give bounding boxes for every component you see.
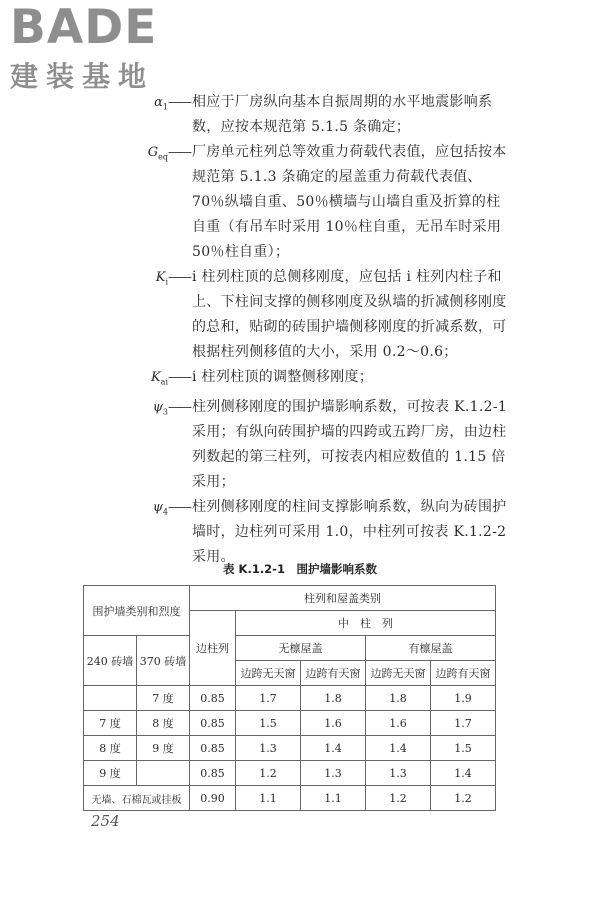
cell-p-no-skylight: 1.4	[366, 736, 431, 761]
table-header-row	[84, 636, 496, 661]
table-row	[84, 736, 496, 761]
definition-geq	[116, 140, 514, 265]
cell-np-no-skylight: 1.7	[236, 686, 301, 711]
cell-p-no-skylight: 1.6	[366, 711, 431, 736]
cell-p-with-skylight: 1.2	[431, 786, 496, 811]
cell-p-with-skylight: 1.7	[431, 711, 496, 736]
header-wall-240: 240 砖墙	[84, 636, 137, 686]
header-no-purlin: 无檩屋盖	[236, 636, 366, 661]
cell-p-with-skylight: 1.9	[431, 686, 496, 711]
cell-np-no-skylight: 1.5	[236, 711, 301, 736]
definition-text: i 柱列柱顶的总侧移刚度，应包括 i 柱列内柱子和上、下柱间支撑的侧移刚度及纵墙的折减侧移刚度的总和，贴砌的砖围护墙侧移刚度的折减系数，可根据柱列侧移值的大小，采用 0.2～0.6；	[192, 269, 507, 360]
cell-wall-370: 9 度	[137, 736, 190, 761]
header-p-edge-with-skylight: 边跨有天窗	[431, 661, 496, 686]
header-np-edge-with-skylight: 边跨有天窗	[301, 661, 366, 686]
header-np-edge-no-skylight: 边跨无天窗	[236, 661, 301, 686]
definition-text: i 柱列柱顶的调整侧移刚度；	[192, 369, 374, 385]
cell-np-no-skylight: 1.3	[236, 736, 301, 761]
definition-subscript: 3	[162, 407, 168, 417]
table-caption: 表 K.1.2-1 围护墙影响系数	[223, 562, 377, 576]
cell-wall-370	[137, 761, 190, 786]
cell-wall-240: 7 度	[84, 711, 137, 736]
cell-edge-column: 0.90	[190, 786, 236, 811]
header-edge-column: 边柱列	[190, 611, 236, 686]
definition-symbol: G	[147, 145, 159, 160]
table-row	[84, 686, 496, 711]
cell-p-no-skylight: 1.2	[366, 786, 431, 811]
cell-p-no-skylight: 1.8	[366, 686, 431, 711]
wall-influence-table	[83, 585, 496, 811]
definition-alpha1	[116, 90, 514, 140]
definition-text: 厂房单元柱列总等效重力荷载代表值，应包括按本规范第 5.1.3 条确定的屋盖重力荷载代表值、70％纵墙自重、50％横墙与山墙自重及折算的柱自重（有吊车时采用 10％柱自重，无吊车时采用 50％柱自重）；	[192, 144, 507, 260]
dash-separator: ——	[168, 145, 190, 160]
logo-wordmark: BADE	[10, 0, 158, 55]
cell-np-with-skylight: 1.4	[301, 736, 366, 761]
definition-psi4	[116, 495, 514, 570]
cell-np-with-skylight: 1.8	[301, 686, 366, 711]
definition-text: 相应于厂房纵向基本自振周期的水平地震影响系数，应按本规范第 5.1.5 条确定；	[192, 94, 493, 135]
cell-np-no-skylight: 1.2	[236, 761, 301, 786]
header-wall-type-intensity: 围护墙类别和烈度	[84, 586, 190, 636]
dash-separator: ——	[168, 399, 190, 415]
definition-symbol: K	[150, 370, 161, 385]
cell-no-wall-label: 无墙、石棉瓦或挂板	[84, 786, 190, 811]
dash-separator: ——	[168, 270, 190, 285]
dash-separator: ——	[168, 370, 190, 385]
cell-np-with-skylight: 1.1	[301, 786, 366, 811]
cell-np-no-skylight: 1.1	[236, 786, 301, 811]
definition-text: 柱列侧移刚度的柱间支撑影响系数，纵向为砖围护墙时，边柱列可采用 1.0，中柱列可按表 K.1.2-2 采用。	[192, 498, 507, 565]
logo	[10, 2, 157, 94]
cell-wall-370: 7 度	[137, 686, 190, 711]
symbol-definitions	[116, 90, 514, 570]
definition-psi3	[116, 395, 514, 495]
cell-p-with-skylight: 1.4	[431, 761, 496, 786]
cell-edge-column: 0.85	[190, 761, 236, 786]
header-middle-column: 中 柱 列	[236, 611, 496, 636]
definition-symbol: ψ	[152, 499, 163, 515]
table-row	[84, 711, 496, 736]
cell-wall-240: 9 度	[84, 761, 137, 786]
cell-np-with-skylight: 1.6	[301, 711, 366, 736]
logo-subtitle: 建装基地	[10, 60, 155, 93]
definition-subscript: ai	[160, 377, 168, 387]
table-row	[84, 786, 496, 811]
page-number: 254	[91, 812, 120, 830]
definition-kai	[116, 365, 514, 395]
dash-separator: ——	[168, 499, 190, 515]
dash-separator: ——	[168, 95, 190, 110]
definition-subscript: 4	[162, 507, 168, 517]
cell-wall-240	[84, 686, 137, 711]
cell-edge-column: 0.85	[190, 711, 236, 736]
definition-subscript: 1	[162, 102, 168, 112]
cell-np-with-skylight: 1.3	[301, 761, 366, 786]
cell-edge-column: 0.85	[190, 686, 236, 711]
header-wall-370: 370 砖墙	[137, 636, 190, 686]
cell-wall-370: 8 度	[137, 711, 190, 736]
definition-symbol: ψ	[152, 399, 163, 415]
definition-subscript: i	[165, 277, 168, 287]
definition-symbol: K	[155, 270, 166, 285]
definition-ki	[116, 265, 514, 365]
header-column-roof-type: 柱列和屋盖类别	[190, 586, 496, 611]
cell-p-with-skylight: 1.5	[431, 736, 496, 761]
cell-edge-column: 0.85	[190, 736, 236, 761]
header-with-purlin: 有檩屋盖	[366, 636, 496, 661]
header-p-edge-no-skylight: 边跨无天窗	[366, 661, 431, 686]
definition-symbol: α	[154, 95, 163, 110]
table-header-row	[84, 586, 496, 611]
definition-subscript: eq	[158, 152, 168, 162]
cell-p-no-skylight: 1.3	[366, 761, 431, 786]
definition-text: 柱列侧移刚度的围护墙影响系数，可按表 K.1.2-1 采用；有纵向砖围护墙的四跨或五跨厂房，由边柱列数起的第三柱列，可按表内相应数值的 1.15 倍采用；	[192, 398, 508, 490]
cell-wall-240: 8 度	[84, 736, 137, 761]
table-row	[84, 761, 496, 786]
